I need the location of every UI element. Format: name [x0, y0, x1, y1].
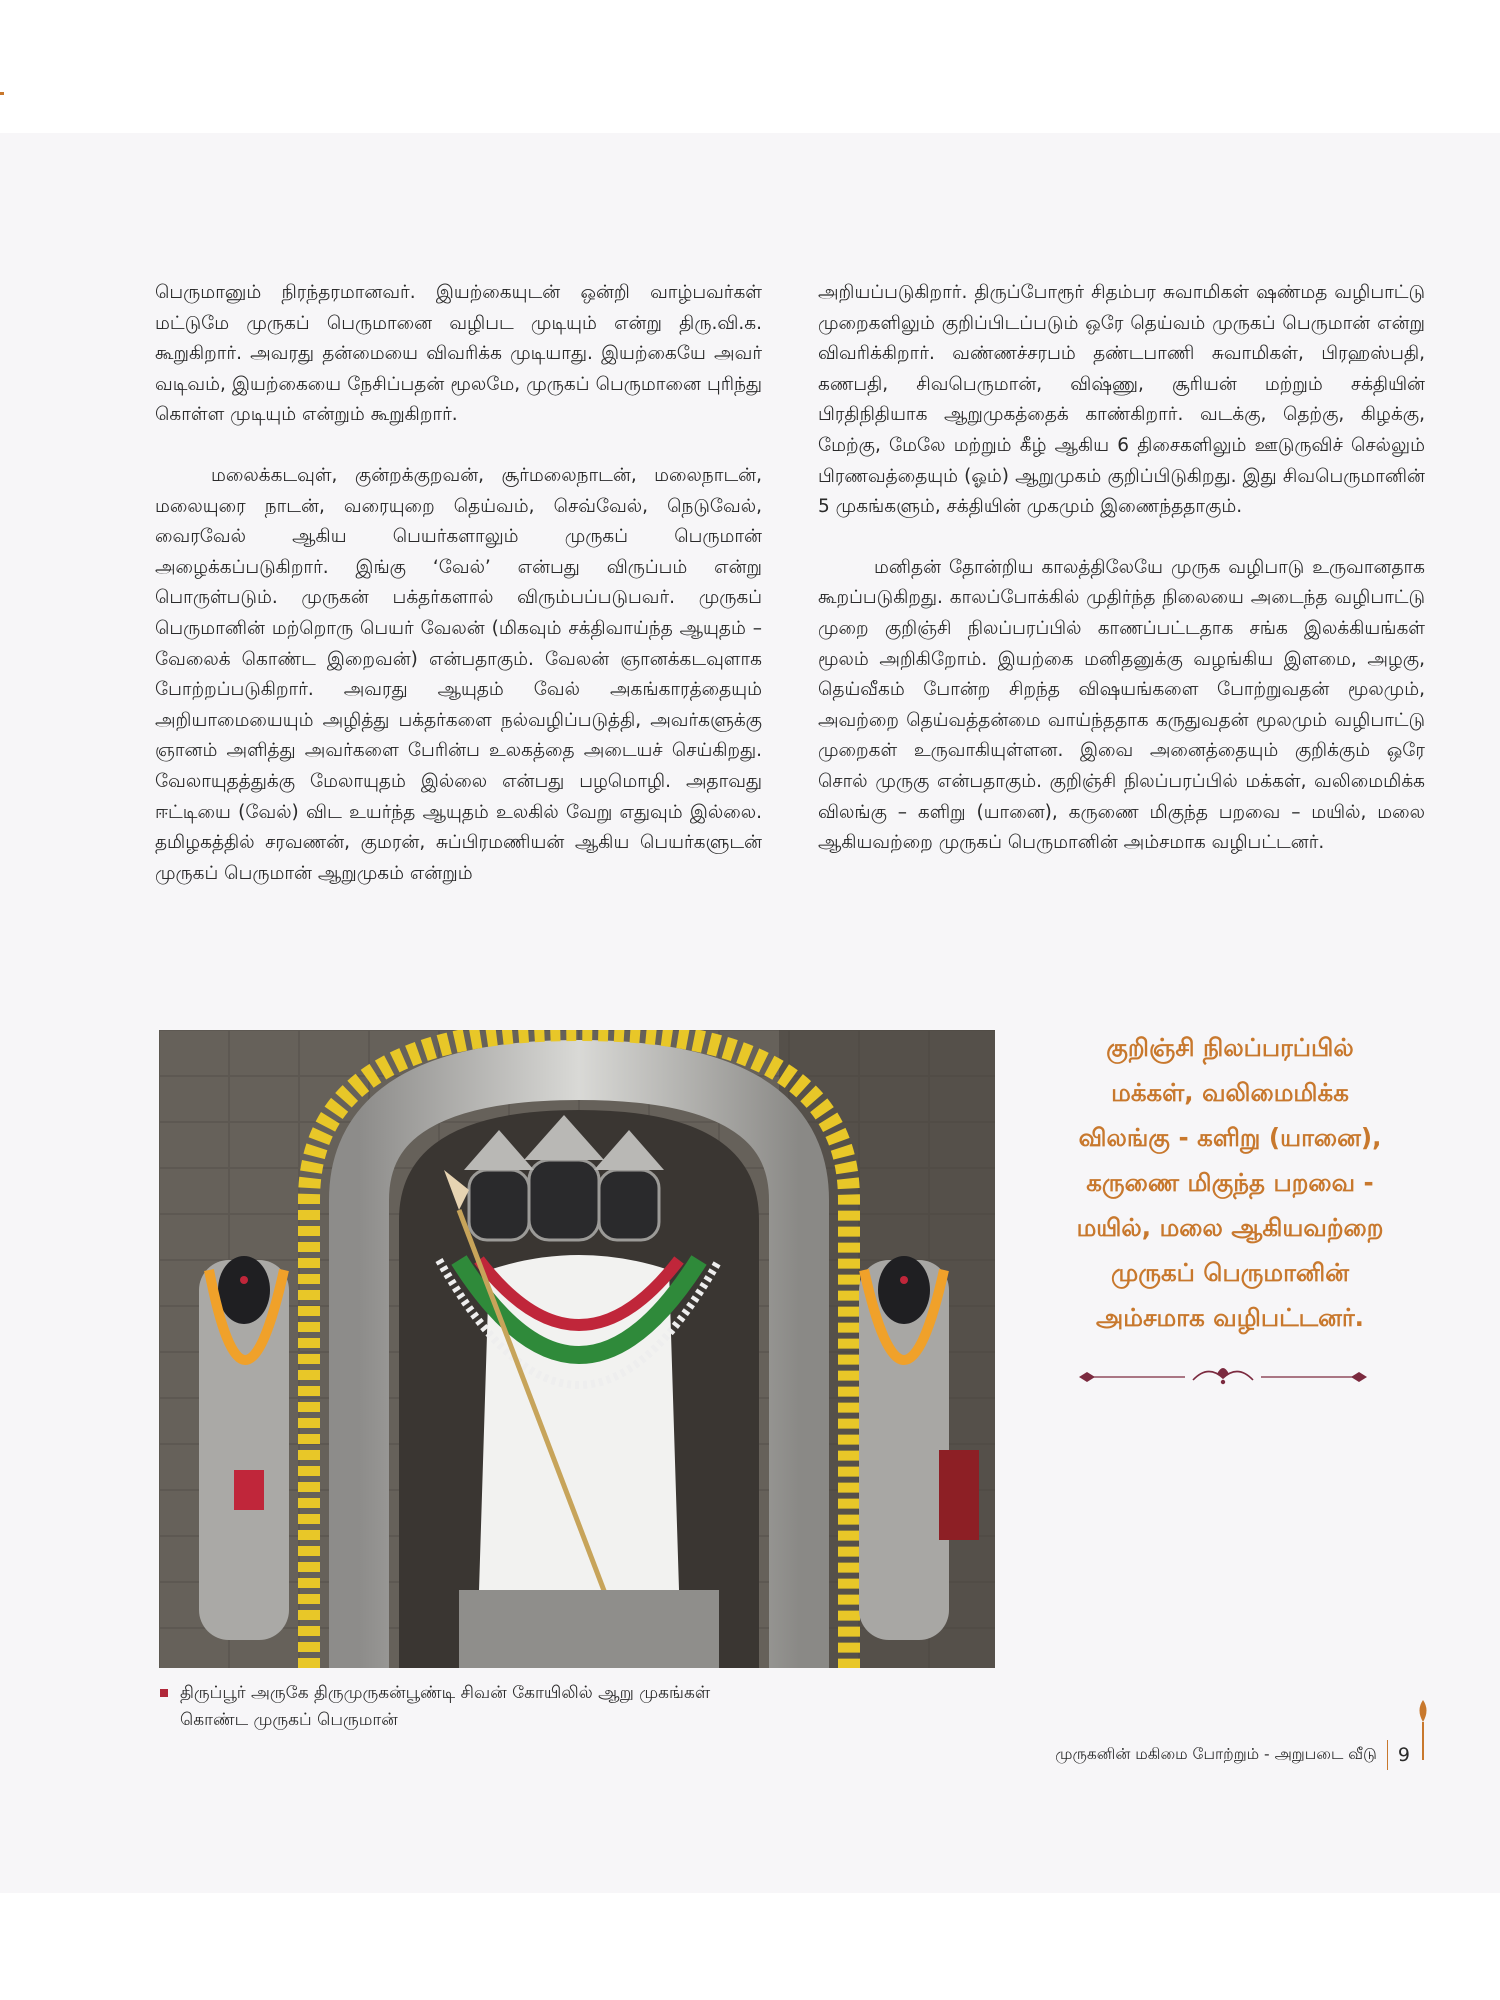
- right-paragraph-1: அறியப்படுகிறார். திருப்போரூர் சிதம்பர சுவாமிகள் ஷண்மத வழிபாட்டு முறைகளிலும் குறிப்பிடப்படும் ஒரே தெய்வம் முருகப் பெருமான் என்று விவரிக்கிறார். வண்ணச்சரபம் தண்டபாணி சுவாமிகள், பிரஹஸ்பதி, கணபதி, சிவபெருமான், விஷ்ணு, சூரியன் மற்றும் சக்தியின் பிரதிநிதியாக ஆறுமுகத்தைக் காண்கிறார். வடக்கு, தெற்கு, கிழக்கு, மேற்கு, மேலே மற்றும் கீழ் ஆகிய 6 திசைகளிலும் ஊடுருவிச் செல்லும் பிரணவத்தையும் (ஓம்) ஆறுமுகம் குறிப்பிடுகிறது. இது சிவபெருமானின் 5 முகங்களும், சக்தியின் முகமும் இணைந்ததாகும்.: [818, 282, 1425, 518]
- right-paragraph-2: மனிதன் தோன்றிய காலத்திலேயே முருக வழிபாடு உருவானதாக கூறப்படுகிறது. காலப்போக்கில் முதிர்ந்த நிலையை அடைந்த வழிபாட்டு முறை குறிஞ்சி நிலப்பரப்பில் காணப்பட்டதாக சங்க இலக்கியங்கள் மூலம் அறிகிறோம். இயற்கை மனிதனுக்கு வழங்கிய இளமை, அழகு, தெய்வீகம் போன்ற சிறந்த விஷயங்களை போற்றுவதன் மூலமும், அவற்றை தெய்வத்தன்மை வாய்ந்ததாக கருதுவதன் மூலமும் வழிபாட்டு முறைகள் உருவாகியுள்ளன. இவை அனைத்தையும் குறிக்கும் ஒரே சொல் முருகு என்பதாகும். குறிஞ்சி நிலப்பரப்பில் மக்கள், வலிமைமிக்க விலங்கு – களிறு (யானை), கருணை மிகுந்த பறவை – மயில், மலை ஆகியவற்றை முருகப் பெருமானின் அம்சமாக வழிபட்டனர்.: [818, 556, 1425, 854]
- caption-bullet: [160, 1689, 168, 1697]
- photo-caption: [160, 1680, 880, 1734]
- pull-quote-line: கருணை மிகுந்த பறவை -: [1086, 1168, 1374, 1197]
- deity-photo-illustration: [159, 1030, 995, 1668]
- pull-quote-line: அம்சமாக வழிபட்டனர்.: [1096, 1303, 1364, 1332]
- left-text-column: [155, 278, 762, 919]
- vel-spear-icon: [1416, 1700, 1430, 1760]
- footer-divider: [1387, 1740, 1388, 1770]
- page-number: 9: [1397, 1744, 1410, 1766]
- pull-quote-line: முருகப் பெருமானின்: [1111, 1258, 1349, 1287]
- pull-quote: [1030, 1025, 1430, 1340]
- left-paragraph-1: பெருமானும் நிரந்தரமானவர். இயற்கையுடன் ஒன்றி வாழ்பவர்கள் மட்டுமே முருகப் பெருமானை வழிபட முடியும் என்று திரு.வி.க. கூறுகிறார். அவரது தன்மையை விவரிக்க முடியாது. இயற்கையே அவர் வடிவம், இயற்கையை நேசிப்பதன் மூலமே, முருகப் பெருமானை புரிந்து கொள்ள முடியும் என்றும் கூறுகிறார்.: [155, 282, 762, 426]
- running-title: முருகனின் மகிமை போற்றும் - அறுபடை வீடு: [1055, 1745, 1377, 1763]
- floral-ornament-icon: [1075, 1362, 1371, 1392]
- pull-quote-line: மயில், மலை ஆகியவற்றை: [1076, 1213, 1384, 1242]
- caption-line-2: கொண்ட முருகப் பெருமான்: [180, 1710, 398, 1730]
- temple-deity-photo: [159, 1030, 995, 1668]
- corner-mark: [0, 92, 4, 95]
- pull-quote-line: விலங்கு - களிறு (யானை),: [1078, 1123, 1382, 1152]
- page-footer: [1055, 1740, 1410, 1770]
- pull-quote-line: குறிஞ்சி நிலப்பரப்பில்: [1106, 1033, 1354, 1062]
- caption-line-1: திருப்பூர் அருகே திருமுருகன்பூண்டி சிவன் கோயிலில் ஆறு முகங்கள்: [180, 1683, 711, 1703]
- left-paragraph-2: மலைக்கடவுள், குன்றக்குறவன், சூர்மலைநாடன், மலைநாடன், மலையுரை நாடன், வரையுறை தெய்வம், செவ்வேல், நெடுவேல், வைரவேல் ஆகிய பெயர்களாலும் முருகப் பெருமான் அழைக்கப்படுகிறார். இங்கு ‘வேல்’ என்பது விருப்பம் என்று பொருள்படும். முருகன் பக்தர்களால் விரும்பப்படுபவர். முருகப் பெருமானின் மற்றொரு பெயர் வேலன் (மிகவும் சக்திவாய்ந்த ஆயுதம் – வேலைக் கொண்ட இறைவன்) என்பதாகும். வேலன் ஞானக்கடவுளாக போற்றப்படுகிறார். அவரது ஆயுதம் வேல் அகங்காரத்தையும் அறியாமையையும் அழித்து பக்தர்களை நல்வழிப்படுத்தி, அவர்களுக்கு ஞானம் அளித்து அவர்களை பேரின்ப உலகத்தை அடையச் செய்கிறது. வேலாயுதத்துக்கு மேலாயுதம் இல்லை என்பது பழமொழி. அதாவது ஈட்டியை (வேல்) விட உயர்ந்த ஆயுதம் உலகில் வேறு எதுவும் இல்லை. தமிழகத்தில் சரவணன், குமரன், சுப்பிரமணியன் ஆகிய பெயர்களுடன் முருகப் பெருமான் ஆறுமுகம் என்றும்: [155, 464, 762, 884]
- right-text-column: [818, 278, 1425, 889]
- pull-quote-line: மக்கள், வலிமைமிக்க: [1111, 1078, 1349, 1107]
